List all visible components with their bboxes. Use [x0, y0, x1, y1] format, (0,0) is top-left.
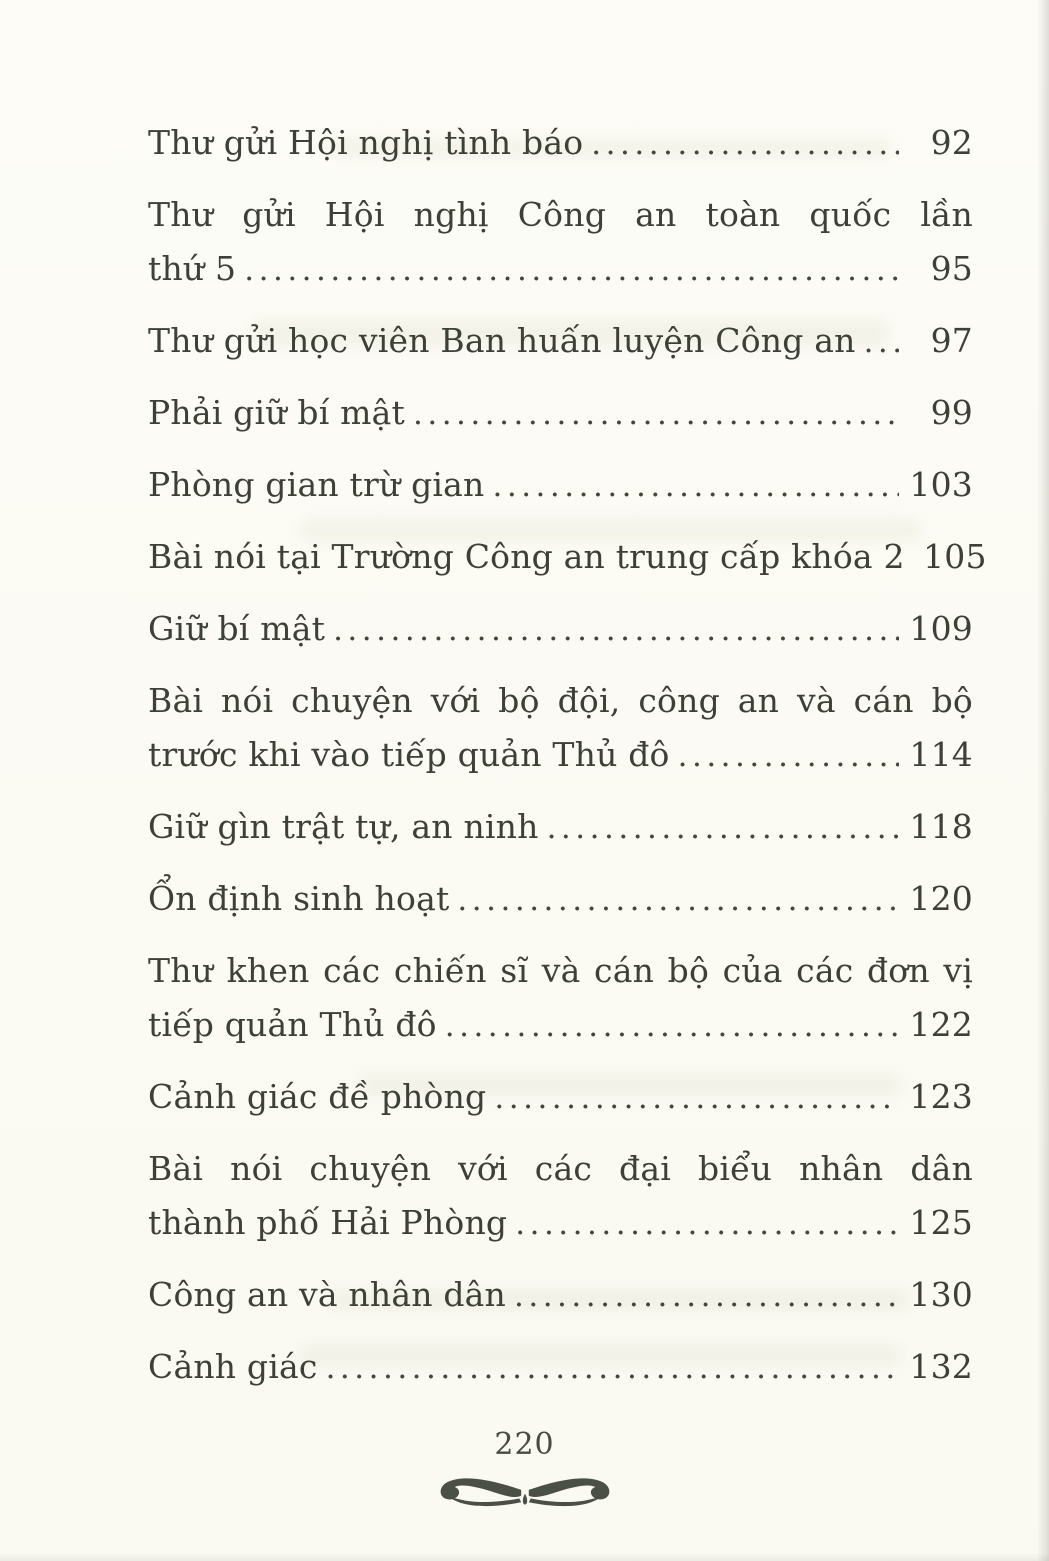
- toc-entry: [148, 314, 973, 369]
- toc-entry: [148, 1340, 973, 1395]
- toc-entry-title: Bài nói tại Trường Công an trung cấp khóa 2: [148, 537, 905, 576]
- dotted-leader: [864, 314, 899, 369]
- toc-entry-title: Phải giữ bí mật: [148, 393, 405, 432]
- toc-entry-title: Phòng gian trừ gian: [148, 465, 485, 504]
- dotted-leader: [333, 602, 899, 657]
- toc-page-number: 109: [909, 609, 973, 648]
- toc-entry-line: Thư gửi Hội nghị Công an toàn quốc lần: [148, 195, 973, 234]
- dotted-leader: [591, 116, 899, 171]
- toc-entry-title: Giữ bí mật: [148, 609, 326, 648]
- toc-entry: [148, 530, 987, 585]
- toc-entry-line: Thư khen các chiến sĩ và cán bộ của các đơn vị: [148, 951, 973, 990]
- toc-entry: [148, 602, 973, 657]
- toc-entry-lastline: [148, 872, 973, 927]
- toc-entry-title: thứ 5: [148, 249, 237, 288]
- toc-entry-lastline: [148, 386, 973, 441]
- toc-entry: [148, 458, 973, 513]
- toc-entry: [148, 674, 973, 783]
- toc-page-number: 99: [930, 393, 973, 432]
- toc-entry-lastline: [148, 116, 973, 171]
- toc-entry-title: thành phố Hải Phòng: [148, 1203, 508, 1242]
- toc-page-number: 125: [909, 1203, 973, 1242]
- toc-page-number: 105: [923, 537, 987, 576]
- dotted-leader: [678, 728, 899, 783]
- dotted-leader: [326, 1340, 899, 1395]
- page-footer: [0, 1428, 1049, 1512]
- page-number: 220: [494, 1427, 555, 1462]
- dotted-leader: [244, 242, 899, 297]
- flourish-ornament: [430, 1464, 620, 1512]
- dotted-leader: [413, 386, 899, 441]
- toc-entry-lastline: [148, 530, 987, 585]
- toc-entry-lastline: [148, 1196, 973, 1251]
- toc-entry-lastline: [148, 998, 973, 1053]
- toc-entry: [148, 1070, 973, 1125]
- dotted-leader: [514, 1268, 899, 1323]
- toc-entry: [148, 116, 973, 171]
- toc-page-number: 97: [930, 321, 973, 360]
- toc-entry-line: Bài nói chuyện với các đại biểu nhân dân: [148, 1149, 973, 1188]
- toc-entry-lastline: [148, 314, 973, 369]
- toc-entry-lastline: [148, 728, 973, 783]
- toc-page-number: 114: [909, 735, 973, 774]
- table-of-contents: [148, 116, 987, 1412]
- dotted-leader: [494, 1070, 899, 1125]
- scan-edge-bottom: [0, 1553, 1049, 1561]
- toc-entry-title: Công an và nhân dân: [148, 1275, 506, 1314]
- dotted-leader: [457, 872, 899, 927]
- toc-entry-lastline: [148, 1268, 973, 1323]
- toc-page-number: 130: [909, 1275, 973, 1314]
- toc-page-number: 103: [909, 465, 973, 504]
- toc-entry-title: Giữ gìn trật tự, an ninh: [148, 807, 539, 846]
- toc-entry-lastline: [148, 1070, 973, 1125]
- toc-entry-lastline: [148, 800, 973, 855]
- dotted-leader: [515, 1196, 899, 1251]
- toc-entry-lastline: [148, 1340, 973, 1395]
- toc-entry: [148, 1142, 973, 1251]
- toc-entry-line: Bài nói chuyện với bộ đội, công an và cán bộ: [148, 681, 973, 720]
- dotted-leader: [492, 458, 899, 513]
- toc-page-number: 118: [909, 807, 973, 846]
- toc-page-number: 95: [930, 249, 973, 288]
- toc-page-number: 92: [930, 123, 973, 162]
- toc-entry-title: Thư gửi học viên Ban huấn luyện Công an: [148, 321, 856, 360]
- toc-entry-title: Cảnh giác: [148, 1347, 318, 1386]
- toc-entry: [148, 944, 973, 1053]
- toc-entry-title: Cảnh giác đề phòng: [148, 1077, 487, 1116]
- dotted-leader: [547, 800, 899, 855]
- toc-entry: [148, 800, 973, 855]
- toc-entry-lastline: [148, 458, 973, 513]
- toc-page-number: 120: [909, 879, 973, 918]
- toc-entry-title: tiếp quản Thủ đô: [148, 1005, 437, 1044]
- toc-page-number: 132: [909, 1347, 973, 1386]
- toc-page-number: 123: [909, 1077, 973, 1116]
- toc-page-number: 122: [909, 1005, 973, 1044]
- scan-edge-right: [1037, 0, 1049, 1561]
- toc-entry-title: Thư gửi Hội nghị tình báo: [148, 123, 584, 162]
- toc-entry-lastline: [148, 242, 973, 297]
- dotted-leader: [445, 998, 899, 1053]
- toc-entry: [148, 386, 973, 441]
- toc-entry: [148, 188, 973, 297]
- toc-entry-title: Ổn định sinh hoạt: [148, 879, 450, 918]
- toc-entry: [148, 872, 973, 927]
- toc-entry-title: trước khi vào tiếp quản Thủ đô: [148, 735, 670, 774]
- toc-entry: [148, 1268, 973, 1323]
- toc-entry-lastline: [148, 602, 973, 657]
